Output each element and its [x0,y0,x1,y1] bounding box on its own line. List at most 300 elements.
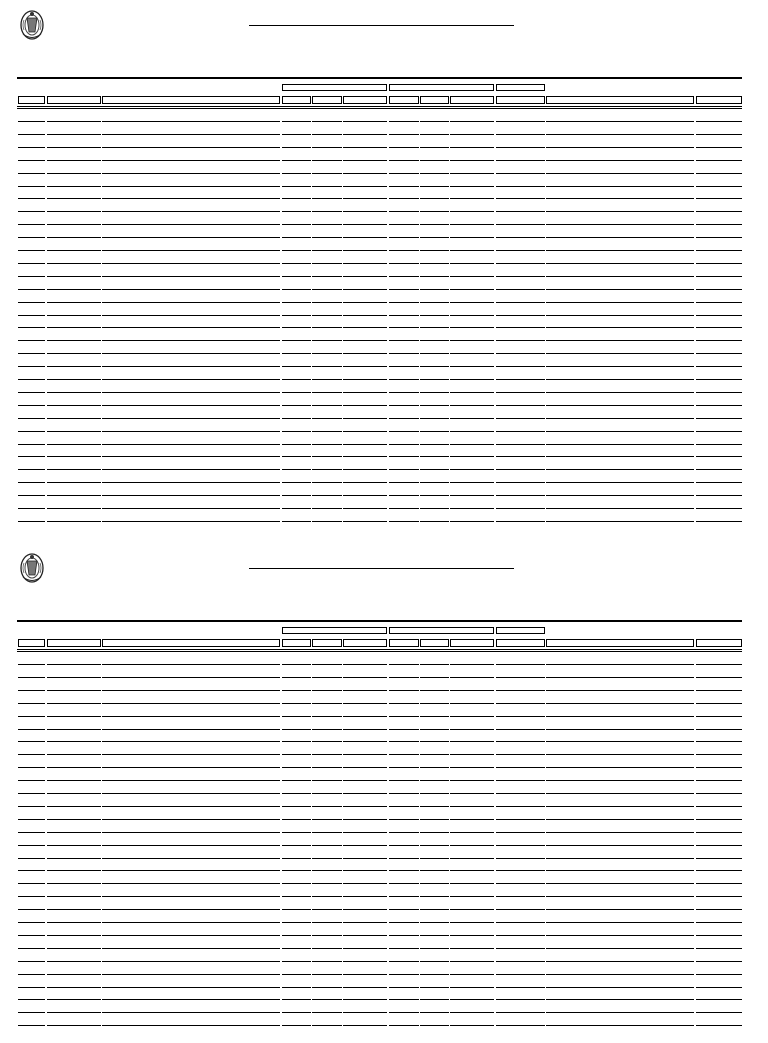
row-cell-line [282,716,311,717]
row-cell-line [282,858,311,859]
row-cell-line [696,289,742,290]
row-cell-line [312,935,342,936]
row-cell-line [420,999,449,1000]
row-cell-line [18,237,45,238]
row-cell-line [102,121,280,122]
row-cell-line [282,819,311,820]
row-cell-line [18,961,45,962]
row-cell-line [496,276,545,277]
row-cell-line [102,729,280,730]
row-cell-line [312,858,342,859]
row-cell-line [389,793,419,794]
row-cell-line [420,134,449,135]
row-cell-line [343,806,387,807]
row-cell-line [546,431,694,432]
row-cell-line [420,276,449,277]
row-cell-line [282,186,311,187]
row-cell-line [389,405,419,406]
row-cell-line [282,379,311,380]
column-header-9 [450,96,494,104]
row-cell-line [312,250,342,251]
row-cell-line [18,379,45,380]
row-cell-line [450,482,494,483]
row-cell-line [420,418,449,419]
row-cell-line [450,495,494,496]
row-cell-line [450,819,494,820]
row-cell-line [420,224,449,225]
row-cell-line [312,793,342,794]
row-cell-line [696,961,742,962]
row-cell-line [420,832,449,833]
row-cell-line [102,793,280,794]
row-cell-line [696,224,742,225]
row-cell-line [496,134,545,135]
row-cell-line [389,716,419,717]
row-cell-line [389,508,419,509]
row-cell-line [496,431,545,432]
row-cell-line [18,224,45,225]
row-cell-line [343,845,387,846]
row-cell-line [389,392,419,393]
row-cell-line [420,431,449,432]
row-cell-line [282,469,311,470]
row-cell-line [47,198,101,199]
row-cell-line [389,987,419,988]
table-row [0,289,768,291]
row-cell-line [420,961,449,962]
row-cell-line [102,444,280,445]
group-header-2 [389,84,494,91]
row-cell-line [18,677,45,678]
row-cell-line [18,418,45,419]
row-cell-line [47,186,101,187]
row-cell-line [450,121,494,122]
row-cell-line [47,379,101,380]
row-cell-line [47,134,101,135]
row-cell-line [389,315,419,316]
row-cell-line [546,819,694,820]
row-cell-line [696,767,742,768]
row-cell-line [47,456,101,457]
row-cell-line [420,754,449,755]
row-cell-line [420,392,449,393]
row-cell-line [450,134,494,135]
row-cell-line [312,780,342,781]
row-cell-line [546,987,694,988]
row-cell-line [696,858,742,859]
row-cell-line [546,922,694,923]
row-cell-line [47,883,101,884]
row-cell-line [496,961,545,962]
row-cell-line [389,444,419,445]
row-cell-line [18,883,45,884]
column-header-10 [496,639,545,647]
row-cell-line [420,469,449,470]
table-row [0,405,768,407]
row-cell-line [343,315,387,316]
row-cell-line [312,327,342,328]
row-cell-line [47,353,101,354]
row-cell-line [102,250,280,251]
row-cell-line [496,832,545,833]
row-cell-line [450,302,494,303]
row-cell-line [343,1012,387,1013]
row-cell-line [389,819,419,820]
table-row [0,729,768,731]
row-cell-line [420,845,449,846]
row-cell-line [389,767,419,768]
row-cell-line [343,353,387,354]
table-row [0,147,768,149]
row-cell-line [312,999,342,1000]
row-cell-line [47,690,101,691]
table-row [0,211,768,213]
row-cell-line [546,392,694,393]
row-cell-line [496,974,545,975]
row-cell-line [450,677,494,678]
row-cell-line [696,1012,742,1013]
row-cell-line [420,495,449,496]
row-cell-line [389,340,419,341]
row-cell-line [102,263,280,264]
row-cell-line [450,664,494,665]
row-cell-line [420,767,449,768]
row-cell-line [696,431,742,432]
row-cell-line [47,302,101,303]
row-cell-line [696,703,742,704]
row-cell-line [102,134,280,135]
row-cell-line [47,819,101,820]
row-cell-line [18,909,45,910]
row-cell-line [696,909,742,910]
row-cell-line [47,508,101,509]
row-cell-line [47,147,101,148]
row-cell-line [450,508,494,509]
row-cell-line [282,677,311,678]
row-cell-line [389,948,419,949]
row-cell-line [282,922,311,923]
row-cell-line [496,263,545,264]
row-cell-line [546,495,694,496]
row-cell-line [18,948,45,949]
table-row [0,392,768,394]
row-cell-line [420,806,449,807]
row-cell-line [546,147,694,148]
row-cell-line [18,754,45,755]
row-cell-line [696,186,742,187]
row-cell-line [546,508,694,509]
row-cell-line [389,690,419,691]
row-cell-line [343,716,387,717]
title-underline [249,25,514,26]
row-cell-line [696,327,742,328]
row-cell-line [102,741,280,742]
row-cell-line [546,211,694,212]
row-cell-line [343,819,387,820]
group-header-2 [389,627,494,634]
row-cell-line [696,134,742,135]
row-cell-line [420,935,449,936]
row-cell-line [696,147,742,148]
row-cell-line [389,456,419,457]
row-cell-line [47,224,101,225]
row-cell-line [102,224,280,225]
row-cell-line [546,160,694,161]
row-cell-line [282,729,311,730]
row-cell-line [343,327,387,328]
row-cell-line [18,340,45,341]
row-cell-line [696,922,742,923]
table-row [0,703,768,705]
row-cell-line [343,173,387,174]
row-cell-line [18,444,45,445]
row-cell-line [312,521,342,522]
table-row [0,806,768,808]
row-cell-line [18,767,45,768]
row-cell-line [450,896,494,897]
row-cell-line [389,186,419,187]
row-cell-line [696,793,742,794]
row-cell-line [47,961,101,962]
row-cell-line [389,327,419,328]
row-cell-line [102,780,280,781]
row-cell-line [343,508,387,509]
row-cell-line [450,444,494,445]
row-cell-line [389,922,419,923]
row-cell-line [18,1025,45,1026]
row-cell-line [546,173,694,174]
row-cell-line [282,173,311,174]
row-cell-line [312,224,342,225]
column-header-5 [312,639,342,647]
row-cell-line [496,767,545,768]
group-header-3 [496,84,545,91]
row-cell-line [389,147,419,148]
row-cell-line [282,444,311,445]
row-cell-line [312,302,342,303]
row-cell-line [496,690,545,691]
row-cell-line [343,186,387,187]
row-cell-line [496,508,545,509]
column-header-11 [546,96,694,104]
row-cell-line [47,974,101,975]
row-cell-line [47,664,101,665]
row-cell-line [343,521,387,522]
row-cell-line [18,469,45,470]
table-row [0,1012,768,1014]
row-cell-line [420,870,449,871]
row-cell-line [282,521,311,522]
row-cell-line [282,327,311,328]
row-cell-line [312,276,342,277]
row-cell-line [546,263,694,264]
row-cell-line [18,392,45,393]
table-row [0,521,768,523]
row-cell-line [102,160,280,161]
row-cell-line [343,250,387,251]
row-cell-line [282,250,311,251]
row-cell-line [546,405,694,406]
row-cell-line [546,677,694,678]
row-cell-line [282,1025,311,1026]
row-cell-line [18,211,45,212]
row-cell-line [343,431,387,432]
row-cell-line [546,793,694,794]
table-row [0,780,768,782]
row-cell-line [282,703,311,704]
row-cell-line [312,237,342,238]
row-cell-line [546,482,694,483]
row-cell-line [546,121,694,122]
row-cell-line [546,469,694,470]
row-cell-line [312,340,342,341]
row-cell-line [102,767,280,768]
row-cell-line [420,237,449,238]
row-cell-line [312,664,342,665]
row-cell-line [420,289,449,290]
row-cell-line [450,173,494,174]
column-header-1 [18,639,45,647]
row-cell-line [343,974,387,975]
column-header-2 [47,96,101,104]
row-cell-line [312,289,342,290]
table-row [0,263,768,265]
row-cell-line [496,677,545,678]
row-cell-line [18,780,45,781]
row-cell-line [496,418,545,419]
column-header-12 [696,96,742,104]
table-row [0,767,768,769]
row-cell-line [496,495,545,496]
row-cell-line [312,819,342,820]
row-cell-line [389,302,419,303]
row-cell-line [696,806,742,807]
row-cell-line [282,974,311,975]
row-cell-line [496,729,545,730]
row-cell-line [18,250,45,251]
table-row [0,974,768,976]
table-row [0,754,768,756]
row-cell-line [102,147,280,148]
row-cell-line [47,263,101,264]
row-cell-line [420,677,449,678]
row-cell-line [312,690,342,691]
row-cell-line [450,224,494,225]
row-cell-line [312,922,342,923]
row-cell-line [18,922,45,923]
row-cell-line [312,353,342,354]
row-cell-line [102,431,280,432]
row-cell-line [343,444,387,445]
row-cell-line [343,379,387,380]
ledger-form-bottom [0,543,768,1043]
row-cell-line [496,237,545,238]
row-cell-line [420,508,449,509]
row-cell-line [102,922,280,923]
row-cell-line [343,883,387,884]
row-cell-line [47,806,101,807]
row-cell-line [696,741,742,742]
table-row [0,664,768,666]
row-cell-line [546,948,694,949]
row-cell-line [282,508,311,509]
table-row [0,173,768,175]
row-cell-line [282,754,311,755]
table-row [0,858,768,860]
row-cell-line [343,961,387,962]
column-header-9 [450,639,494,647]
row-cell-line [696,832,742,833]
row-cell-line [696,845,742,846]
row-cell-line [420,690,449,691]
row-cell-line [102,469,280,470]
header-rule [17,77,742,79]
row-cell-line [696,379,742,380]
row-cell-line [389,999,419,1000]
row-cell-line [450,806,494,807]
row-cell-line [496,1025,545,1026]
row-cell-line [47,999,101,1000]
row-cell-line [546,767,694,768]
row-cell-line [282,832,311,833]
row-cell-line [389,211,419,212]
row-cell-line [343,198,387,199]
row-cell-line [282,935,311,936]
row-cell-line [47,677,101,678]
row-cell-line [18,703,45,704]
row-cell-line [546,198,694,199]
row-cell-line [18,741,45,742]
row-cell-line [18,1012,45,1013]
row-cell-line [420,211,449,212]
row-cell-line [47,121,101,122]
row-cell-line [420,405,449,406]
table-row [0,431,768,433]
row-cell-line [282,741,311,742]
row-cell-line [343,340,387,341]
row-cell-line [47,716,101,717]
row-cell-line [312,444,342,445]
row-cell-line [450,909,494,910]
row-cell-line [47,948,101,949]
row-cell-line [696,121,742,122]
row-cell-line [102,405,280,406]
row-cell-line [18,431,45,432]
row-cell-line [102,858,280,859]
row-cell-line [312,703,342,704]
row-cell-line [496,379,545,380]
table-row [0,987,768,989]
row-cell-line [47,703,101,704]
row-cell-line [282,147,311,148]
table-row [0,508,768,510]
row-cell-line [420,160,449,161]
row-cell-line [18,173,45,174]
row-cell-line [696,780,742,781]
row-cell-line [312,198,342,199]
row-cell-line [420,1012,449,1013]
row-cell-line [450,793,494,794]
row-cell-line [420,896,449,897]
row-cell-line [420,780,449,781]
group-header-1 [282,627,387,634]
row-cell-line [47,909,101,910]
table-row [0,237,768,239]
row-cell-line [496,392,545,393]
row-cell-line [450,431,494,432]
row-cell-line [282,237,311,238]
row-cell-line [282,845,311,846]
